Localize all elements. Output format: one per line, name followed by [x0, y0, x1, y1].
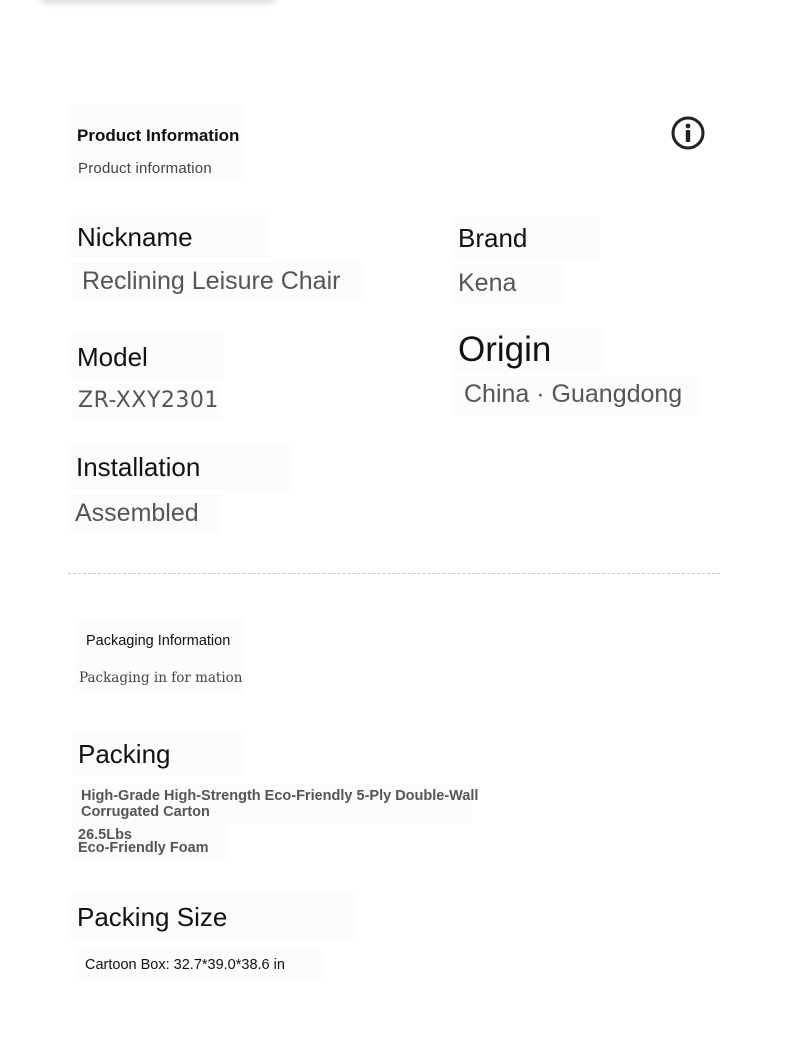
installation-label-block [70, 444, 292, 490]
installation-label: Installation [76, 452, 201, 482]
packaging-info-subtitle: Packaging in for mation [79, 670, 243, 686]
packaging-info-title: Packaging Information [86, 633, 231, 649]
brand-label-block [452, 216, 600, 260]
model-value-block [72, 384, 222, 420]
model-label-block [70, 334, 224, 378]
info-circle-icon[interactable] [671, 116, 705, 150]
nickname-label: Nickname [77, 222, 193, 252]
packing-label: Packing [78, 739, 171, 769]
packing-description-line2: Corrugated Carton [81, 804, 210, 820]
section-divider [68, 573, 720, 574]
packing-size-label: Packing Size [77, 902, 228, 932]
packing-size-value: Cartoon Box: 32.7*39.0*38.6 in [85, 957, 285, 973]
packing-label-block [72, 732, 244, 776]
packing-description-line1: High-Grade High-Strength Eco-Friendly 5-Ply Double-Wall [81, 788, 479, 804]
brand-label: Brand [458, 223, 528, 253]
nickname-value-block [72, 262, 362, 302]
nickname-value: Reclining Leisure Chair [82, 267, 341, 295]
model-label: Model [77, 342, 148, 372]
model-value: ZR-XXY2301 [78, 388, 219, 413]
origin-label-block [452, 328, 602, 374]
packing-size-label-block [70, 894, 356, 940]
nickname-label-block [70, 215, 270, 259]
packing-foam: Eco-Friendly Foam [78, 840, 209, 856]
product-info-subtitle: Product information [78, 160, 212, 177]
origin-label: Origin [458, 330, 552, 369]
origin-value: China · Guangdong [464, 380, 683, 408]
brand-value-block [452, 264, 564, 304]
installation-value: Assembled [75, 499, 199, 527]
product-info-header [68, 104, 243, 180]
product-info-title: Product Information [77, 126, 240, 145]
packing-description-block [72, 784, 479, 824]
installation-value-block [70, 494, 220, 534]
origin-value-block [452, 376, 698, 416]
brand-value: Kena [458, 269, 517, 297]
packing-size-value-block [76, 950, 322, 980]
packing-weight-block [72, 824, 228, 860]
packing-weight: 26.5Lbs [78, 827, 132, 843]
packaging-info-header [74, 618, 244, 694]
